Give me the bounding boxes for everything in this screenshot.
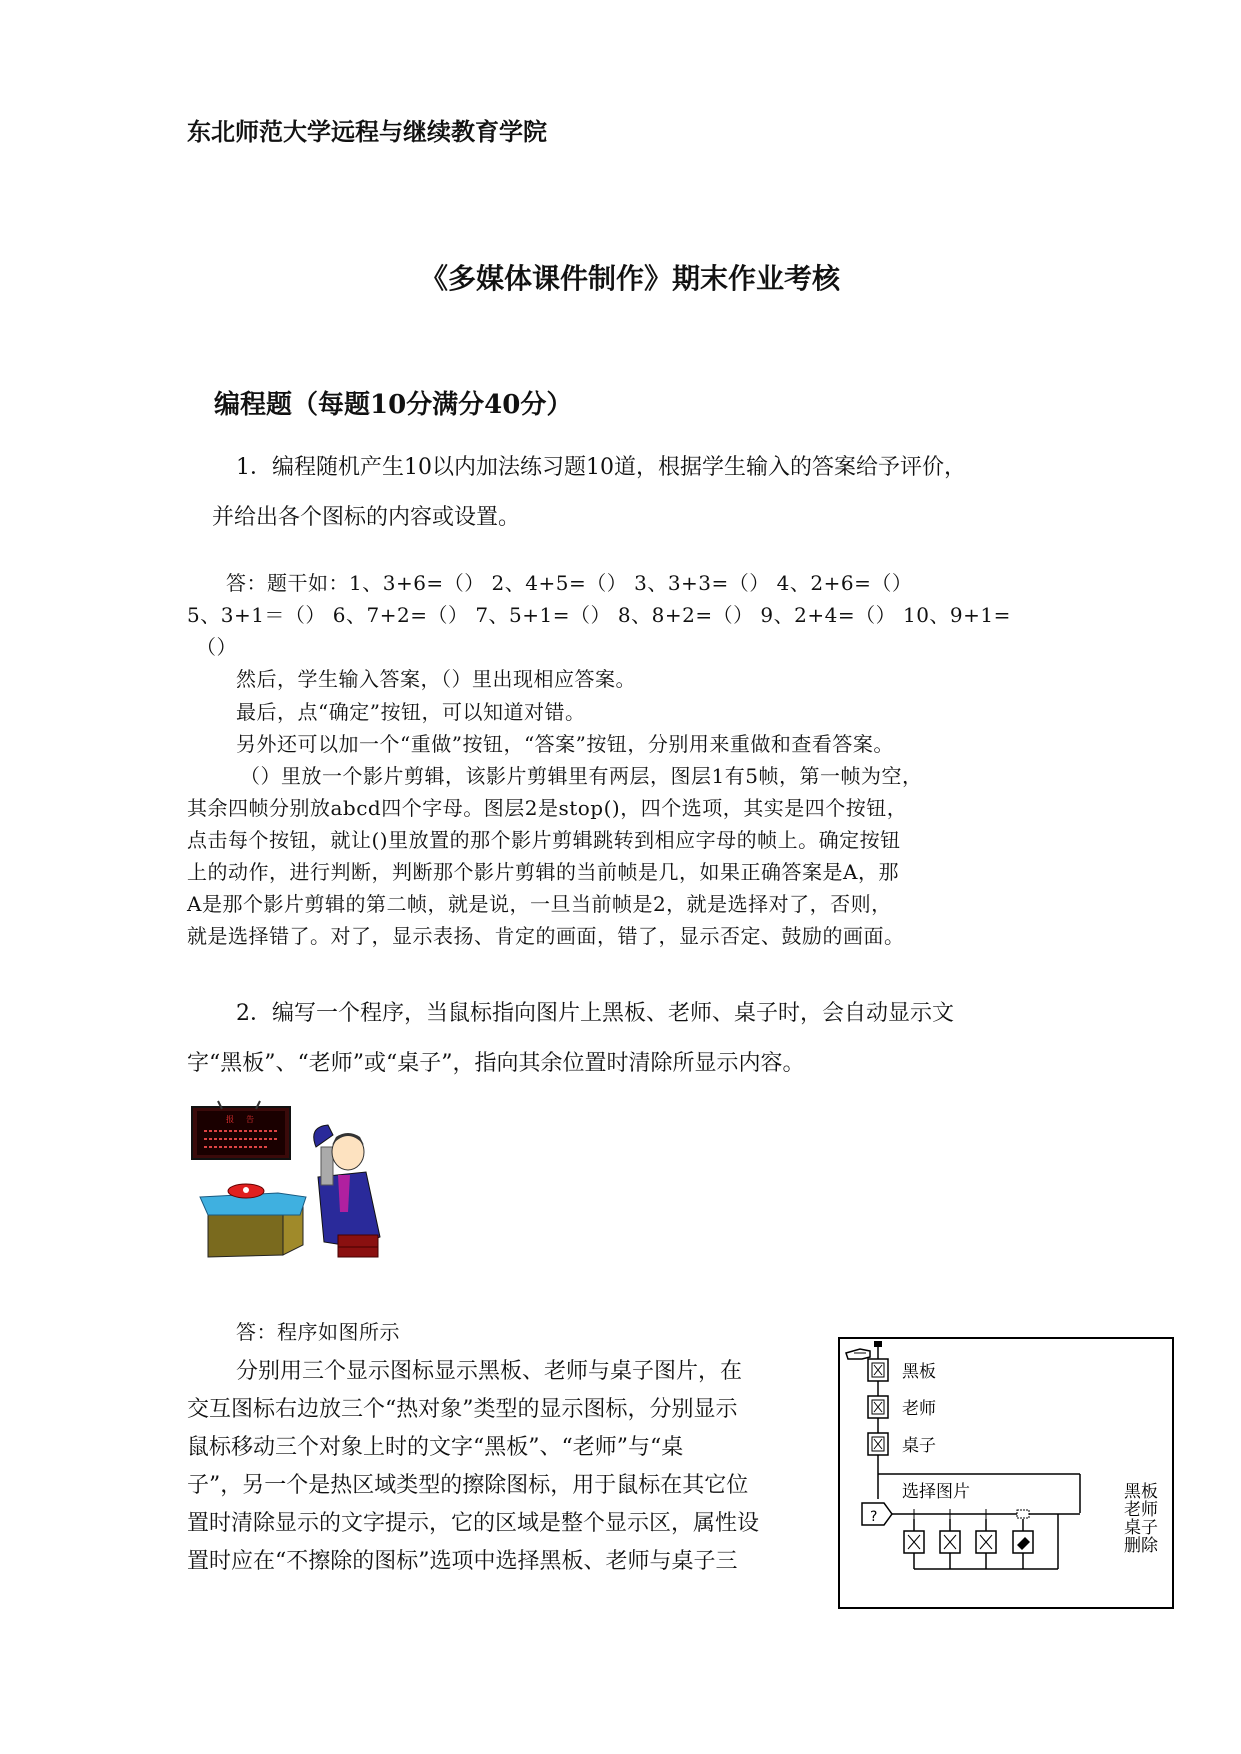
q2-line2: 字“黑板”、“老师”或“桌子”，指向其余位置时清除所显示内容。 [187,1051,805,1076]
q2-answer-intro: 答：程序如图所示 [236,1320,400,1344]
teacher-image [314,1125,380,1257]
blackboard-image [192,1101,290,1159]
interaction-icon [862,1503,892,1525]
flowchart-figure [838,1337,1174,1609]
institution-header: 东北师范大学远程与继续教育学院 [187,117,547,146]
svg-text:?: ? [870,1509,878,1525]
q1-line2: 并给出各个图标的内容或设置。 [212,505,521,530]
q2-answer-l1: 分别用三个显示图标显示黑板、老师与桌子图片，在 [236,1359,743,1384]
flow-icon-label: 黑板 [902,1362,936,1382]
blackboard-title-char: 告 [246,1115,254,1124]
q1-answer-p4b: 其余四帧分别放abcd四个字母。图层2是stop()，四个选项，其实是四个按钮， [187,796,908,820]
display-icon [868,1359,888,1381]
desk-image [200,1184,306,1257]
flow-icon-label: 老师 [902,1399,936,1419]
q1-answer-p4a: （）里放一个影片剪辑，该影片剪辑里有两层，图层1有5帧，第一帧为空， [240,764,923,788]
q1-answer-p3: 另外还可以加一个“重做”按钮，“答案”按钮，分别用来重做和查看答案。 [236,732,894,756]
display-icon [976,1531,996,1553]
q1-answer-row3: （） [196,635,237,659]
flow-icon-label: 桌子 [902,1436,936,1456]
branch-label: 删除 [1124,1536,1158,1556]
classroom-illustration [188,1087,408,1267]
q2-answer-l2: 交互图标右边放三个“热对象”类型的显示图标，分别显示 [187,1397,738,1422]
q1-answer-p4d: 上的动作，进行判断，判断那个影片剪辑的当前帧是几，如果正确答案是A，那 [187,860,899,884]
q2-line1: 2．编写一个程序，当鼠标指向图片上黑板、老师、桌子时，会自动显示文 [236,1001,954,1026]
branch-label: 黑板 [1124,1482,1158,1502]
erase-icon [1013,1531,1033,1553]
flowchart-svg [840,1339,1172,1607]
q1-answer-p4f: 就是选择错了。对了，显示表扬、肯定的画面，错了，显示否定、鼓励的画面。 [187,924,905,948]
q2-answer-l6: 置时应在“不擦除的图标”选项中选择黑板、老师与桌子三 [187,1549,738,1574]
section-heading: 编程题（每题10分满分40分） [214,390,573,420]
q1-answer-p4c: 点击每个按钮，就让()里放置的那个影片剪辑跳转到相应字母的帧上。确定按钮 [187,828,901,852]
q1-answer-p4e: A是那个影片剪辑的第二帧，就是说，一旦当前帧是2，就是选择对了，否则， [187,892,892,916]
q2-answer-l3: 鼠标移动三个对象上时的文字“黑板”、“老师”与“桌 [187,1435,684,1460]
q2-answer-l5: 置时清除显示的文字提示，它的区域是整个显示区，属性设 [187,1511,760,1536]
q1-answer-row1: 答：题干如：1、3+6=（） 2、4+5=（） 3、3+3=（） 4、2+6=（） [226,571,913,595]
blackboard-title-char: 报 [226,1115,234,1124]
display-icon [868,1433,888,1455]
q1-line1: 1．编程随机产生10以内加法练习题10道，根据学生输入的答案给予评价， [236,455,966,480]
q1-answer-p1: 然后，学生输入答案，（）里出现相应答案。 [236,667,636,691]
display-icon [868,1396,888,1418]
page-title: 《多媒体课件制作》期末作业考核 [420,262,841,295]
pointing-hand-icon [846,1349,870,1359]
q1-answer-p2: 最后，点“确定”按钮，可以知道对错。 [236,700,586,724]
q2-answer-l4: 子”，另一个是热区域类型的擦除图标，用于鼠标在其它位 [187,1473,749,1498]
branch-label: 桌子 [1124,1518,1158,1538]
display-icon [940,1531,960,1553]
q1-answer-row2: 5、3+1＝（） 6、7+2=（） 7、5+1=（） 8、8+2=（） 9、2+4=（） 10、9+1= [187,603,1011,627]
branch-label: 老师 [1124,1500,1158,1520]
interaction-label: 选择图片 [902,1482,970,1502]
display-icon [904,1531,924,1553]
